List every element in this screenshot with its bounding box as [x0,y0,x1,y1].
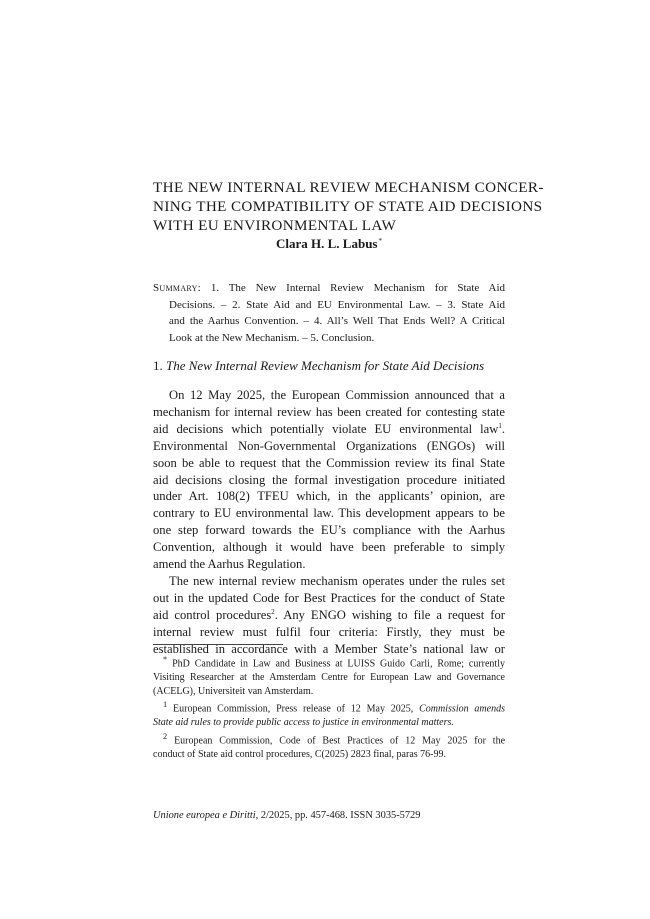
body-text [153,387,505,658]
footnote-mark: 2 [163,731,168,741]
journal-details: , 2/2025, pp. 457-468. ISSN 3035-5729 [255,810,421,821]
journal-name: Unione europea e Diritti [153,810,256,821]
author-footnote-mark: * [378,236,382,245]
body-line: internal review must fulfil four criteria: Firstly, they must be [153,624,505,639]
body-line: mechanism for internal review has been created for contesting state [153,404,505,419]
author-name-text: Clara H. L. Labus [276,236,378,251]
section-title: The New Internal Review Mechanism for State Aid Decisions [166,358,485,373]
body-line-punct: . [501,421,505,436]
body-line: one step forward towards the EU’s compliance with the Aarhus [153,523,505,538]
footnote-author [153,653,505,671]
footnote-separator [153,644,283,645]
footnote-text: European Commission, Press release of 12 May 2025, [173,703,420,715]
footnote-line: conduct of State aid control procedures, C(2025) 2823 final, paras 76-99. [153,748,446,760]
section-heading [153,358,505,374]
body-line-text: aid control procedures [153,607,272,622]
body-line: The new internal review mechanism operates under the rules set [169,573,505,588]
body-line: On 12 May 2025, the European Commission announced that a [169,388,505,402]
body-line: Environmental Non-Governmental Organizations (ENGOs) will [153,438,505,453]
body-line: soon be able to request that the Commission review its final State [153,455,505,470]
footnote-text: European Commission, Code of Best Practices of 12 May 2025 for the [174,734,506,746]
summary-line [153,280,505,297]
title-line: NING THE COMPATIBILITY OF STATE AID DECISIONS [153,198,543,215]
body-line: Convention, although it would have been preferable to simply [153,540,505,555]
author-name [153,236,505,252]
footnote-ref-2: 2 [271,607,275,616]
summary-line: Look at the New Mechanism. – 5. Conclusion. [169,331,375,344]
footnote-ref-1: 1 [498,421,502,430]
page-footer [153,810,505,821]
body-line-text: aid decisions which potentially violate EU environmental law [153,421,499,436]
footnote-line: (ACELG), Universiteit van Amsterdam. [153,685,314,697]
footnote-2 [153,730,505,748]
section-number: 1. [153,358,163,373]
footnote-line: Visiting Researcher at the Amsterdam Centre for European Law and Governance [153,671,505,683]
body-line [153,607,505,624]
title-line: THE NEW INTERNAL REVIEW MECHANISM CONCER- [153,179,544,196]
summary-line: Decisions. – 2. State Aid and EU Environmental Law. – 3. State Aid [169,298,505,311]
summary-text: 1. The New Internal Review Mechanism for State Aid [210,282,506,294]
body-line: out in the updated Code for Best Practices for the conduct of State [153,590,505,605]
body-line: amend the Aarhus Regulation. [153,557,306,572]
footnote-mark: * [163,655,168,664]
body-line [153,421,505,438]
footnote-1 [153,698,505,716]
footnote-italic: Commission amends [419,703,505,715]
body-line: under Art. 108(2) TFEU which, in the applicants’ opinion, are [153,489,505,504]
article-title [153,178,544,235]
footnote-italic: State aid rules to provide public access to justice in environmental matters. [153,717,454,729]
summary-line: and the Aarhus Convention. – 4. All’s Well That Ends Well? A Critical [169,315,505,327]
title-line: WITH EU ENVIRONMENTAL LAW [153,217,397,234]
footnotes [153,653,505,761]
body-line-text: . Any ENGO wishing to file a request for [274,607,505,622]
summary-label: Summary: [153,282,202,294]
body-line: aid decisions closing the formal investigation procedure initiated [153,472,505,487]
body-line: established in accordance with a Member State’s national law or [153,641,505,656]
footnote-mark: 1 [163,700,168,710]
footnote-text: PhD Candidate in Law and Business at LUISS Guido Carli, Rome; currently [172,658,505,670]
summary-block [153,280,505,346]
body-line: contrary to EU environmental law. This development appears to be [153,506,505,521]
footnote-line [153,716,505,730]
